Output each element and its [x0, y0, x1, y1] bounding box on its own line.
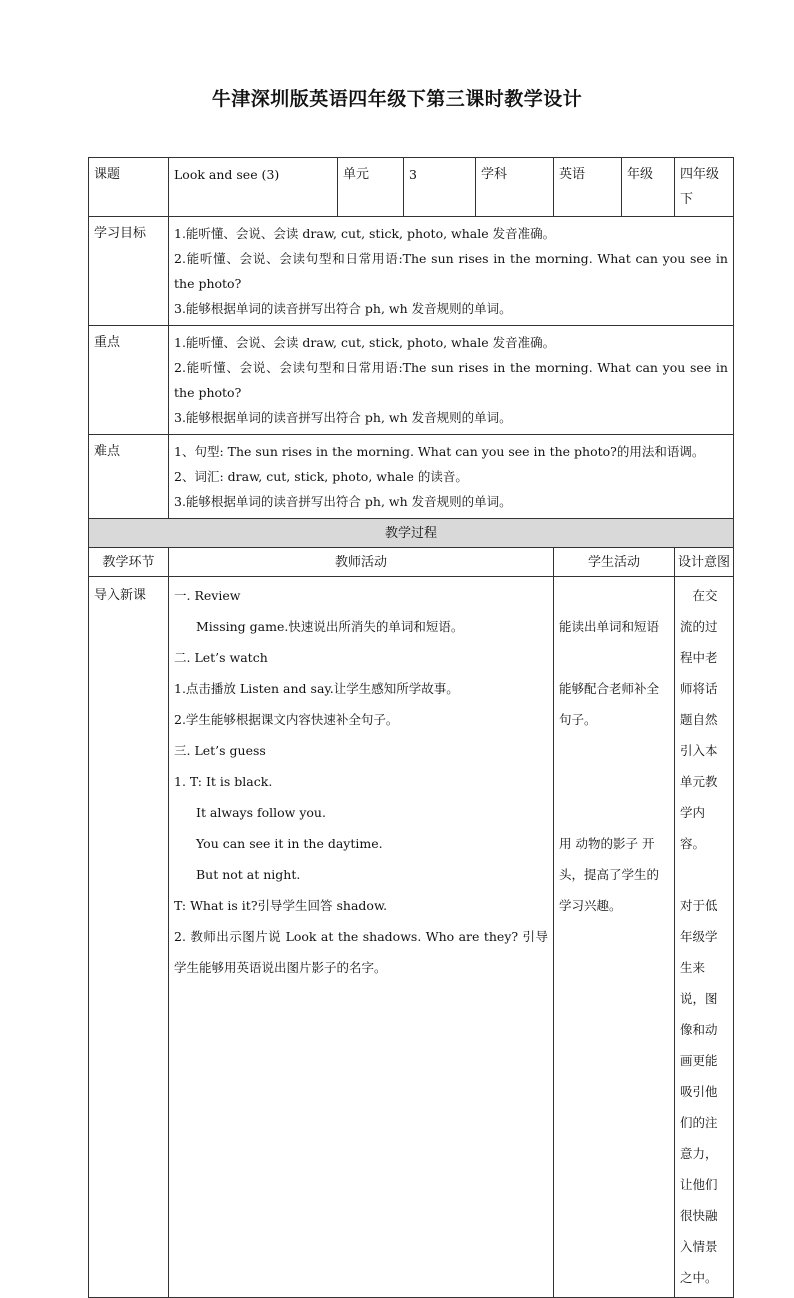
teacher-line: 2.学生能够根据课文内容快速补全句子。	[174, 712, 399, 727]
teacher-line: T: What is it?引导学生回答 shadow.	[174, 898, 388, 913]
student-activity-cell	[554, 577, 675, 1298]
difficulty-item: 3.能够根据单词的读音拼写出符合 ph, wh 发音规则的单词。	[174, 494, 512, 509]
teacher-line: Missing game.快速说出所消失的单词和短语。	[196, 619, 464, 634]
col-stage-header: 教学环节	[89, 548, 169, 577]
teacher-line: 三. Let’s guess	[174, 743, 266, 758]
teacher-line: 1. T: It is black.	[174, 774, 273, 789]
grade-label: 年级	[622, 158, 675, 217]
page-title: 牛津深圳版英语四年级下第三课时教学设计	[211, 88, 583, 110]
process-band-label: 教学过程	[89, 519, 734, 548]
key-points-content	[169, 326, 734, 435]
objectives-label: 学习目标	[89, 217, 169, 326]
subject-value: 英语	[554, 158, 622, 217]
col-intent-header: 设计意图	[675, 548, 734, 577]
objective-item: 1.能听懂、会说、会读 draw, cut, stick, photo, whale 发音准确。	[174, 226, 556, 241]
teacher-line: But not at night.	[196, 867, 301, 882]
difficulty-item: 1、句型: The sun rises in the morning. What can you see in the photo?的用法和语调。	[174, 444, 705, 459]
objective-item: 2.能听懂、会说、会读句型和日常用语:The sun rises in the morning. What can you see in the photo?	[174, 251, 728, 291]
teacher-activity-cell	[169, 577, 554, 1298]
student-line: 能读出单词和短语	[559, 619, 660, 634]
process-band	[89, 519, 734, 548]
process-column-headers	[89, 548, 734, 577]
difficulties-label: 难点	[89, 435, 169, 519]
design-intent-cell	[675, 577, 734, 1298]
difficulty-item: 2、词汇: draw, cut, stick, photo, whale 的读音。	[174, 469, 468, 484]
key-points-label: 重点	[89, 326, 169, 435]
intent-line: 对于低年级学生来说，图像和动画更能吸引他们的注意力， 让他们很快融入情景之中。	[680, 898, 718, 1285]
stage-cell: 导入新课	[89, 577, 169, 1298]
teacher-line: 2. 教师出示图片说 Look at the shadows. Who are they? 引导学生能够用英语说出图片影子的名字。	[174, 929, 548, 975]
process-row	[89, 577, 734, 1298]
difficulties-row	[89, 435, 734, 519]
col-teacher-header: 教师活动	[169, 548, 554, 577]
teacher-line: It always follow you.	[196, 805, 326, 820]
objective-item: 3.能够根据单词的读音拼写出符合 ph, wh 发音规则的单词。	[174, 301, 512, 316]
teacher-line: 二. Let’s watch	[174, 650, 268, 665]
lesson-value: Look and see (3)	[169, 158, 338, 217]
lesson-plan-table	[88, 157, 734, 1298]
objectives-row	[89, 217, 734, 326]
teacher-line: 一. Review	[174, 588, 241, 603]
lesson-label: 课题	[89, 158, 169, 217]
key-point-item: 1.能听懂、会说、会读 draw, cut, stick, photo, whale 发音准确。	[174, 335, 556, 350]
subject-label: 学科	[476, 158, 554, 217]
unit-value: 3	[404, 158, 476, 217]
student-line: 能够配合老师补全句子。	[559, 681, 660, 727]
objectives-content	[169, 217, 734, 326]
teacher-line: 1.点击播放 Listen and say.让学生感知所学故事。	[174, 681, 459, 696]
teacher-line: You can see it in the daytime.	[196, 836, 383, 851]
col-student-header: 学生活动	[554, 548, 675, 577]
difficulties-content	[169, 435, 734, 519]
student-line: 用 动物的影子 开头，提高了学生的学习兴趣。	[559, 836, 660, 913]
grade-value: 四年级下	[675, 158, 734, 217]
intent-line: 在交流的过程中老师将话题自然引入本单元教学内容。	[680, 588, 718, 851]
key-point-item: 2.能听懂、会说、会读句型和日常用语:The sun rises in the morning. What can you see in the photo?	[174, 360, 728, 400]
key-point-item: 3.能够根据单词的读音拼写出符合 ph, wh 发音规则的单词。	[174, 410, 512, 425]
unit-label: 单元	[338, 158, 404, 217]
header-row	[89, 158, 734, 217]
key-points-row	[89, 326, 734, 435]
